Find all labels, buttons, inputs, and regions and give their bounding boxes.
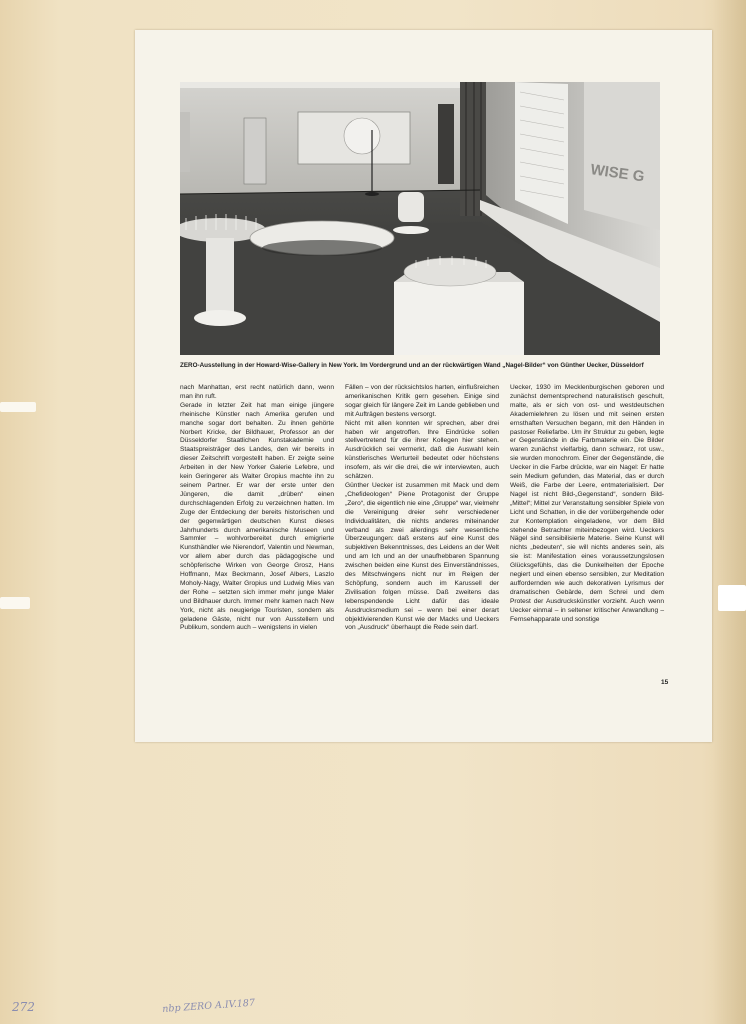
paragraph: Nicht mit allen konnten wir sprechen, aber drei haben wir angetroffen. Ihre Eindrücke sollen stellvertretend für die ihrer Kollegen hier stehen. Ausdrücklich sei vermerkt, daß die Auswahl kein künstlerisches Werturteil bedeutet oder höchstens insofern, als wir die drei, die wir interviewten, auch schätzen. — [345, 419, 499, 481]
paragraph: Günther Uecker ist zusammen mit Mack und dem „Chefideologen“ Piene Protagonist der Gruppe „Zero“, die eigentlich nie eine „Gruppe“ war, vielmehr die Vereinigung dreier sehr verschiedener Individualitäten, die nichts anderes miteinander verband als zwei allerdings sehr wesentliche Überzeugungen: daß erstens auf eine Kunst des subjektiven Bekenntnisses, des Leidens an der Welt und am Ich und an der unaufhebbaren Spannung zwischen beiden eine Kunst des Einverständnisses, des Mitschwingens nicht nur im Reigen der Schöpfung, sondern auch im Karussell der Zivilisation folgen müsse. Daß zweitens das lebenspendende Licht dafür das ideale Ausdrucksmedium sei – wenn bei einer derart objektivierenden Kunst wie der Macks und Ueckers von „Ausdruck“ überhaupt die Rede sein darf. — [345, 481, 499, 632]
paper-tear — [0, 402, 36, 412]
wall-sign: WISE G — [589, 161, 646, 186]
gallery-photo — [180, 82, 660, 355]
handwritten-page-number: 272 — [12, 1000, 35, 1014]
text-column-2 — [345, 384, 499, 633]
gallery-photo-icon — [180, 82, 660, 355]
paper-tear — [718, 585, 746, 611]
paper-tear — [0, 597, 30, 609]
paragraph: nach Manhattan, erst recht natürlich dann, wenn man ihn ruft. — [180, 384, 334, 400]
sheet-edge-shadow — [712, 0, 746, 1024]
text-column-3 — [510, 384, 664, 624]
text-column-1 — [180, 384, 334, 633]
paragraph: Gerade in letzter Zeit hat man einige jüngere rheinische Künstler nach Amerika gerufen und manche sogar dort behalten. Zu ihnen gehörte Norbert Kricke, der Bildhauer, Professor an der Düsseldorfer Staatlichen Kunstakademie und Staatspreisträger des Landes, den wir bereits in dieser Zeitschrift vorgestellt haben. Er zeigte seine Arbeiten in der New Yorker Galerie Lefebre, und kein Geringerer als Walter Gropius machte ihn zu seinem Partner. Er war der erste unter den Jüngeren, die damit „drüben“ einen durchschlagenden Erfolg zu verzeichnen hatten. Im Zuge der Entdeckung der bereits historischen und der gegenwärtigen deutschen Kunst dieses Jahrhunderts durch amerikanische Museen und Sammler – wohlvorbereitet durch emigrierte Kunsthändler wie Nierendorf, Valentin und Newman, vor allem aber durch das pädagogische und schöpferische Wirken von George Grosz, Hans Hoffmann, Max Beckmann, Josef Albers, Laszlo Moholy-Nagy, Walter Gropius und Ludwig Mies van der Rohe – setzten sich immer mehr junge Maler und Bildhauer durch. Immer mehr kamen nach New York, nicht als neugierige Touristen, sondern als geladene Gäste, nicht nur von Ausstellern und Publikum, sondern auch – wenigstens in vielen — [180, 401, 334, 632]
photo-caption: ZERO-Ausstellung in der Howard-Wise-Gallery in New York. Im Vordergrund und an der rückwärtigen Wand „Nagel-Bilder“ von Günther Uecker, Düsseldorf — [180, 362, 644, 369]
page-number: 15 — [661, 679, 669, 686]
handwritten-archive-number: nbp ZERO A.IV.187 — [162, 997, 256, 1015]
paragraph: Fällen – von der rücksichtslos harten, einflußreichen amerikanischen Kritik gern gesehen. Einige sind sogar gleich für längere Zeit im Lande geblieben und mit Aufträgen bestens versorgt. — [345, 384, 499, 418]
paragraph: Uecker, 1930 im Mecklenburgischen geboren und zunächst dementsprechend naturalistisch geschult, malte, als er sich von ost- und westdeutschen Akademielehren zu lösen und mit seinen ersten ernsthaften Versuchen begann, mit den Händen in pastoser Reliefarbe. Um ihr Struktur zu geben, legte er Gegenstände in die Farbmaterie ein. Die Bilder waren zunächst vielfarbig, dann schwarz, rot usw., sie wurden monochrom. Einer der Gegenstände, die Uecker in die Farbe drückte, war ein Nagel: Er hatte sein Medium gefunden, das Material, das er durch Weiß, die Farbe der Leere, entmaterialisiert. Der Nagel ist nicht Bild-„Gegenstand“, sondern Bild-„Mittel“; Mittel zur Veranstaltung sensibler Spiele von Licht und Schatten, in die der vorübergehende oder zur Kontemplation eingeladene, vor dem Bild stehende Betrachter miteinbezogen wird. Ueckers Nägel sind sensibilisierte Materie. Seine Kunst will nichts „bedeuten“, sie will nichts anderes sein, als sie ist: Manifestation eines voraussetzungslosen Glücksgefühls, das die Dunkelheiten der Epoche negiert und einen ebenso sensiblen, zur Meditation auffordernden wie auch dekorativen Lyrismus der dramatischen Gebärde, dem Schrei und dem Protest der Ausdruckskünstler vorzieht. Auch wenn Uecker einmal – in seltener kritischer Anwandlung – Fernsehapparate und sonstige — [510, 384, 664, 623]
